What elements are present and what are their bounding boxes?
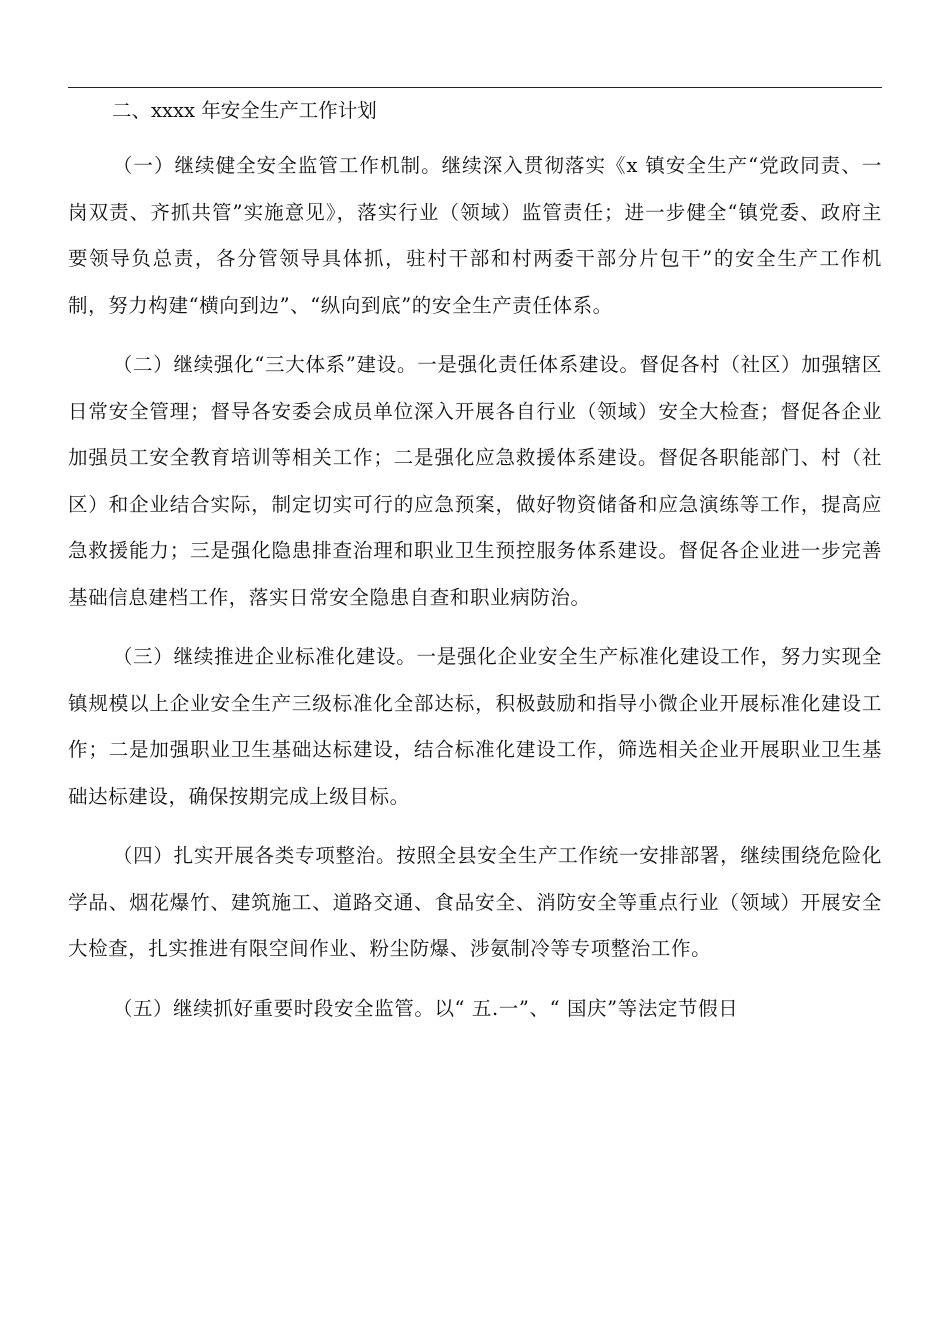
section-heading: 二、xxxx 年安全生产工作计划	[112, 99, 377, 122]
document-body	[68, 92, 882, 1032]
paragraph-4: （四）扎实开展各类专项整治。按照全县安全生产工作统一安排部署，继续围绕危险化学品、烟花爆竹、建筑施工、道路交通、食品安全、消防安全等重点行业（领域）开展安全大检查，扎实推进有限空间作业、粉尘防爆、涉氨制冷等专项整治工作。	[68, 844, 882, 960]
paragraph-2: （二）继续强化“三大体系”建设。一是强化责任体系建设。督促各村（社区）加强辖区日常安全管理；督导各安委会成员单位深入开展各自行业（领域）安全大检查；督促各企业加强员工安全教育培训等相关工作；二是强化应急救援体系建设。督促各职能部门、村（社区）和企业结合实际，制定切实可行的应急预案，做好物资储备和应急演练等工作，提高应急救援能力；三是强化隐患排查治理和职业卫生预控服务体系建设。督促各企业进一步完善基础信息建档工作，落实日常安全隐患自查和职业病防治。	[68, 353, 882, 609]
paragraph-1: （一）继续健全安全监管工作机制。继续深入贯彻落实《x 镇安全生产“党政同责、一岗双责、齐抓共管”实施意见》，落实行业（领域）监管责任；进一步健全“镇党委、政府主要领导负总责，各分管领导具体抓，驻村干部和村两委干部分片包干”的安全生产工作机制，努力构建“横向到边”、“纵向到底”的安全生产责任体系。	[68, 154, 882, 317]
paragraph-5: （五）继续抓好重要时段安全监管。以“ 五.一”、“ 国庆”等法定节假日	[112, 996, 739, 1020]
paragraph-3: （三）继续推进企业标准化建设。一是强化企业安全生产标准化建设工作，努力实现全镇规模以上企业安全生产三级标准化全部达标，积极鼓励和指导小微企业开展标准化建设工作；二是加强职业卫生基础达标建设，结合标准化建设工作，筛选相关企业开展职业卫生基础达标建设，确保按期完成上级目标。	[68, 645, 882, 808]
header-divider-line	[68, 87, 882, 88]
